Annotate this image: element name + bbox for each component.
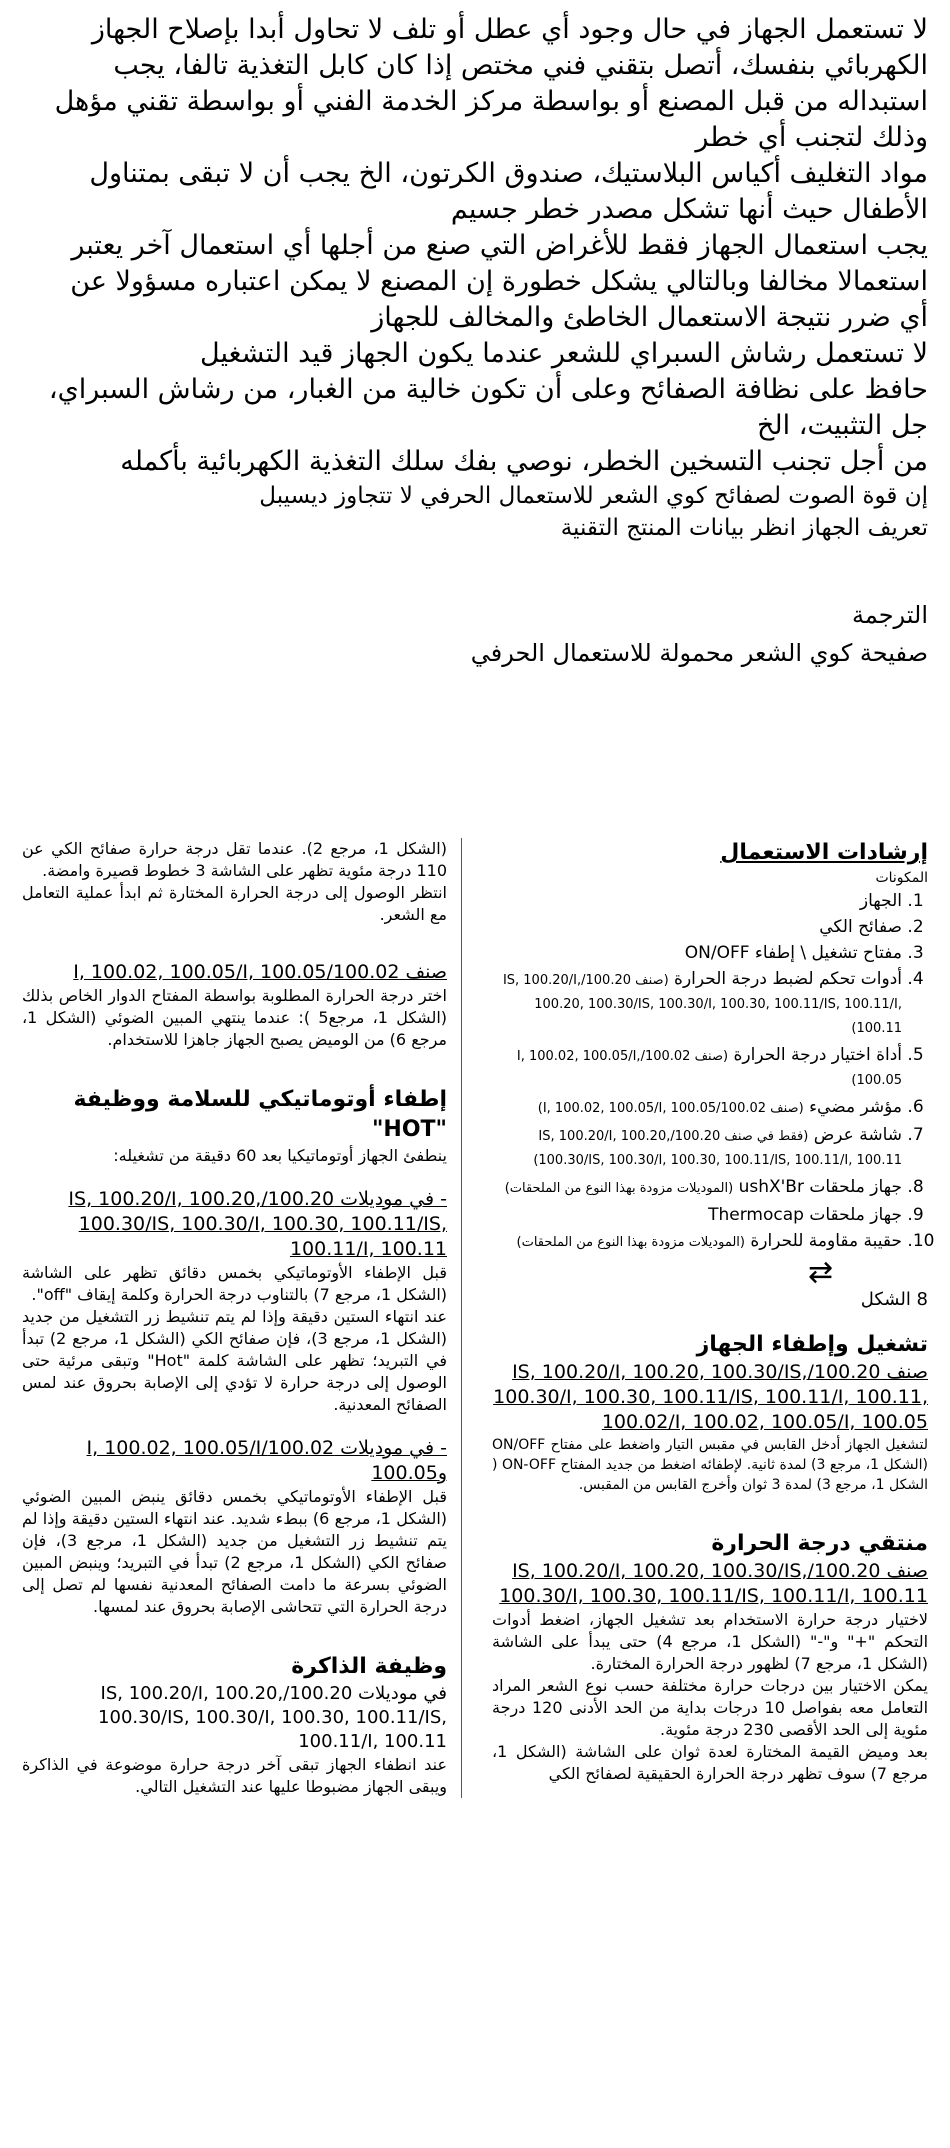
memory-heading: وظيفة الذاكرة [291,1654,447,1679]
list-item: 7. شاشة عرض (فقط في صنف 100.20/IS, 100.20/I, 100.20, 100.30/IS, 100.30/I, 100.30, 100.11/IS, 100.11/I, 100.11) [492,1124,902,1172]
warning-line: جل التثبيت، الخ [756,410,928,441]
list-item: 9. جهاز ملحقات Thermocap [492,1204,902,1226]
onoff-text: لتشغيل الجهاز أدخل القابس في مقبس التيار واضغط على مفتاح ON/OFF (الشكل 1، مرجع 3) لمدة ثانية. لإطفائه اضغط من جديد المفتاح ON-OFF ( الشكل 1، مرجع 3) لمدة 3 ثوان وأخرج القابس من المقبس. [492,1437,929,1493]
translation-block [22,596,928,672]
auto-off-models: - في موديلات 100.02/I, 100.02, 100.05/I و100.05 [86,1437,447,1484]
warning-line: استبداله من قبل المصنع أو بواسطة مركز الخدمة الفني أو بواسطة تقني مؤهل [54,86,928,117]
continued-text: (الشكل 1، مرجع 2). عندما تقل درجة حرارة صفائح الكي عن 110 درجة مئوية تظهر على الشاشة 3 خطوط قصيرة وامضة. [22,839,447,880]
onoff-heading: تشغيل وإطفاء الجهاز [696,1332,928,1357]
product-title: صفيحة كوي الشعر محمولة للاستعمال الحرفي [470,639,928,667]
safety-warnings [22,12,928,672]
warning-line: الأطفال حيث أنها تشكل مصدر خطر جسيم [450,194,928,225]
instructions-heading: إرشادات الاستعمال [720,840,928,865]
memory-text: عند انطفاء الجهاز تبقى آخر درجة حرارة موضوعة في الذاكرة ويبقى الجهاز مضبوطا عليها عند التشغيل التالي. [22,1755,447,1796]
warning-line: لا تستعمل رشاش السبراي للشعر عندما يكون الجهاز قيد التشغيل [200,338,928,369]
warning-line: وذلك لتجنب أي خطر [695,122,928,153]
temperature-text: لاختيار درجة حرارة الاستخدام بعد تشغيل الجهاز، اضغط أدوات التحكم "+" و"-" (الشكل 1، مرجع 4) حتى يبدأ على الشاشة (الشكل 1، مرجع 7) لظهور درجة الحرارة المختارة. [492,1610,929,1673]
auto-off-heading: إطفاء أوتوماتيكي للسلامة ووظيفة "HOT" [73,1087,447,1142]
list-item: 8. جهاز ملحقات ushX'Br (الموديلات مزودة بهذا النوع من الملحقات) [492,1176,902,1200]
auto-off-models: - في موديلات 100.20/IS, 100.20/I, 100.20, 100.30/IS, 100.30/I, 100.30, 100.11/IS, 100.11/I, 100.11 [68,1188,447,1260]
onoff-models: صنف 100.20/IS, 100.20/I, 100.20, 100.30/IS, 100.30/I, 100.30, 100.11/IS, 100.11/I, 100.11, 100.02/I, 100.02, 100.05/I, 100.05 [493,1361,928,1433]
components-label: المكونات [875,870,928,886]
auto-off-text: عند انتهاء الستين دقيقة وإذا لم يتم تنشيط زر التشغيل من جديد (الشكل 1، مرجع 3)، فإن صفائح الكي (الشكل 1، مرجع 2) تبدأ في التبريد؛ تظهر على الشاشة كلمة "Hot" وتبقى مرئية حتى الوصول إلى درجة حرارة لا تؤدي إلى الإصابة بحروق عند لمس الصفائح المعدنية. [22,1307,447,1414]
list-item: 2. صفائح الكي [492,916,902,938]
list-item: 5. أداة اختيار درجة الحرارة (صنف 100.02/I, 100.02, 100.05/I, 100.05) [492,1044,902,1092]
temperature-models: صنف 100.20/IS, 100.20/I, 100.20, 100.30/IS, 100.30/I, 100.30, 100.11/IS, 100.11/I, 100.11 [499,1560,928,1607]
warning-line: إن قوة الصوت لصفائح كوي الشعر للاستعمال الحرفي لا تتجاوز ديسيبل [259,483,928,509]
list-item: 3. مفتاح تشغيل \ إطفاء ON/OFF [492,942,902,964]
auto-off-text: قبل الإطفاء الأوتوماتيكي بخمس دقائق تظهر على الشاشة (الشكل 1، مرجع 7) بالتناوب درجة الحرارة وكلمة إيقاف "off". [22,1263,447,1304]
warning-line: يجب استعمال الجهاز فقط للأغراض التي صنع من أجلها أي استعمال آخر يعتبر [71,230,928,261]
list-item: 6. مؤشر مضيء (صنف 100.02/I, 100.02, 100.05/I, 100.05) [492,1096,902,1120]
warning-line: حافظ على نظافة الصفائح وعلى أن تكون خالية من الغبار، من رشاش السبراي، [48,374,928,405]
list-item: 10. حقيبة مقاومة للحرارة (الموديلات مزودة بهذا النوع من الملحقات) [492,1230,902,1254]
figure-caption: 8 الشكل [860,1289,928,1310]
list-item: 4. أدوات تحكم لضبط درجة الحرارة (صنف 100.20/IS, 100.20/I, 100.20, 100.30/IS, 100.30/I, 100.30, 100.11/IS, 100.11/I, 100.11) [492,968,902,1040]
components-list [492,890,928,1254]
auto-off-intro: ينطفئ الجهاز أوتوماتيكيا بعد 60 دقيقة من تشغيله: [113,1146,447,1165]
right-column [492,838,928,1798]
warning-line: تعريف الجهاز انظر بيانات المنتج التقنية [560,515,928,541]
class-models: صنف 100.02/I, 100.02, 100.05/I, 100.05 [73,961,447,983]
warning-line: استعمالا مخالفا وبالتالي يشكل خطورة إن المصنع لا يمكن اعتباره مسؤولا عن [70,266,928,297]
warning-line: أي ضرر نتيجة الاستعمال الخاطئ والمخالف للجهاز [371,302,928,333]
list-item: 1. الجهاز [492,890,902,912]
memory-models: في موديلات 100.20/IS, 100.20/I, 100.20, 100.30/IS, 100.30/I, 100.30, 100.11/IS, 100.11/I, 100.11 [98,1683,447,1752]
warning-line: الكهربائي بنفسك، أتصل بتقني فني مختص إذا كان كابل التغذية تالفا، يجب [113,50,928,81]
warning-line: من أجل تجنب التسخين الخطر، نوصي بفك سلك التغذية الكهربائية بأكمله [120,446,928,477]
temperature-heading: منتقي درجة الحرارة [711,1531,928,1556]
left-column [22,838,462,1798]
auto-off-text: قبل الإطفاء الأوتوماتيكي بخمس دقائق ينبض المبين الضوئي (الشكل 1، مرجع 6) ببطء شديد. عند انتهاء الستين دقيقة وإذا لم يتم تنشيط زر التشغيل من جديد (الشكل 1، مرجع 3)، فإن صفائح الكي (الشكل 1، مرجع 2) تبدأ في التبريد؛ وينبض المبين الضوئي بسرعة ما دامت الصفائح المعدنية نفسها لم تصل إلى درجة الحرارة التي تتحاشى الإصابة بحروق عند لمسها. [22,1487,448,1616]
double-arrow-icon: ⇄ [808,1255,834,1290]
continued-text: انتظر الوصول إلى درجة الحرارة المختارة ثم ابدأ عملية التعامل مع الشعر. [22,883,447,924]
warning-line: مواد التغليف أكياس البلاستيك، صندوق الكرتون، الخ يجب أن لا تبقى بمتناول [89,158,928,189]
two-column-body [22,838,928,1798]
translation-label: الترجمة [851,601,928,629]
warning-line: لا تستعمل الجهاز في حال وجود أي عطل أو تلف لا تحاول أبدا بإصلاح الجهاز [91,14,928,45]
temperature-text: بعد وميض القيمة المختارة لعدة ثوان على الشاشة (الشكل 1، مرجع 7) سوف تظهر درجة الحرارة الحقيقية لصفائح الكي [492,1742,928,1783]
class-text: اختر درجة الحرارة المطلوبة بواسطة المفتاح الدوار الخاص بذلك (الشكل 1، مرجع5 ): عندما ينتهي المبين الضوئي (الشكل 1، مرجع 6) من الوميض يصبح الجهاز جاهزا للاستخدام. [22,986,448,1049]
temperature-text: يمكن الاختيار بين درجات حرارة مختلفة حسب نوع الشعر المراد التعامل معه بفواصل 10 درجات بداية من الحد الأدنى 120 درجة مئوية إلى الحد الأقصى 230 درجة مئوية. [492,1676,929,1739]
